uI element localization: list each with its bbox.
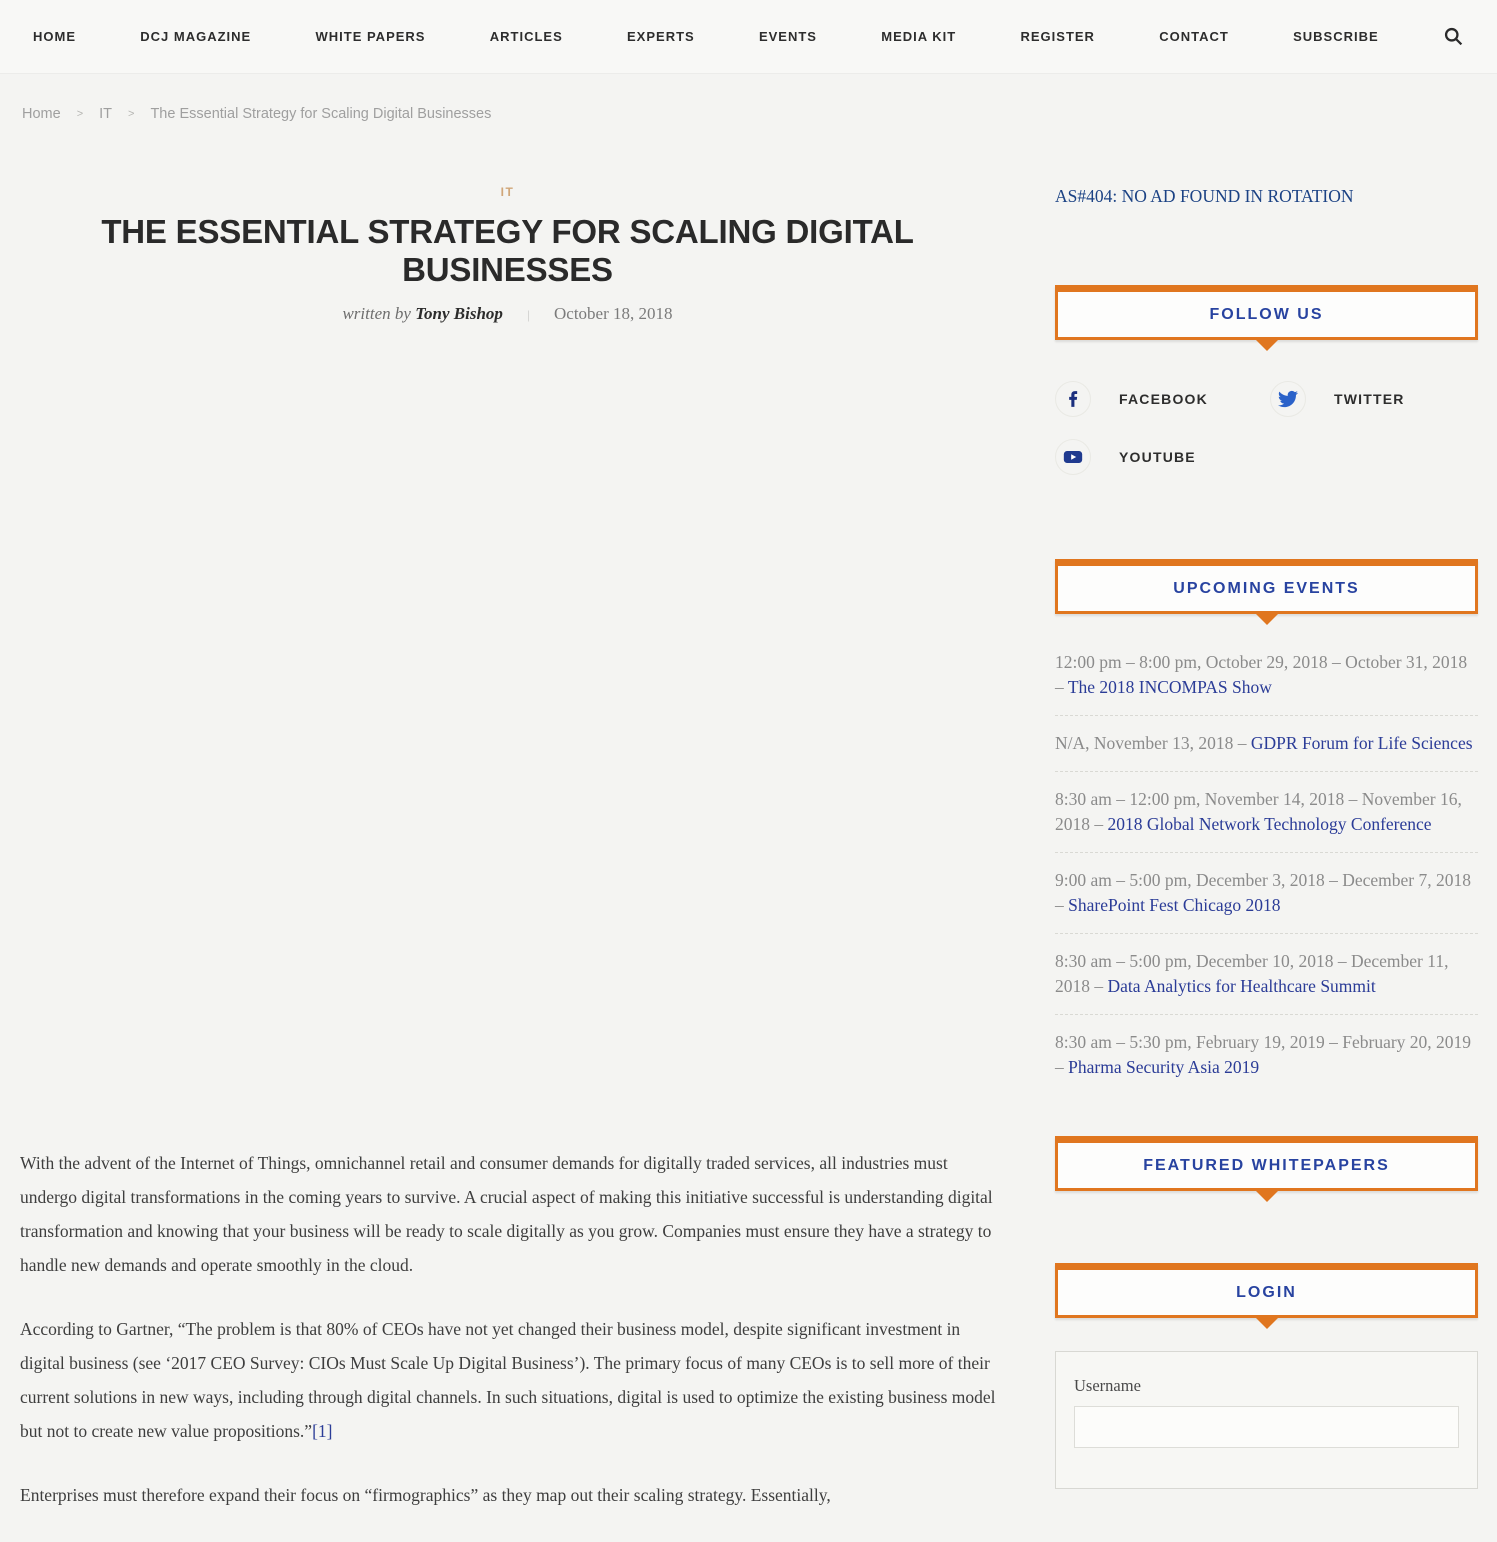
social-link-twitter[interactable] <box>1270 381 1478 417</box>
nav-item-contact[interactable]: CONTACT <box>1159 29 1229 44</box>
event-datetime: 8:30 am – 12:00 pm, November 14, 2018 – November 16, 2018 – <box>1055 789 1462 834</box>
nav-item-events[interactable]: EVENTS <box>758 29 817 44</box>
breadcrumb-home[interactable]: Home <box>22 106 61 122</box>
category-link-it[interactable]: IT <box>500 185 515 199</box>
event-link[interactable]: The 2018 INCOMPAS Show <box>1067 677 1272 697</box>
sidebar <box>1055 186 1478 1489</box>
social-label: FACEBOOK <box>1119 391 1208 407</box>
featured-whitepapers-title: FEATURED WHITEPAPERS <box>1143 1156 1390 1174</box>
nav-item-white-papers[interactable]: WHITE PAPERS <box>315 29 426 44</box>
pointer-triangle <box>1256 340 1278 351</box>
breadcrumb <box>22 106 491 122</box>
event-item <box>1055 716 1478 772</box>
nav-item-subscribe[interactable]: SUBSCRIBE <box>1293 29 1379 44</box>
paragraph: With the advent of the Internet of Things, omnichannel retail and consumer demands for digitally traded services, all industries must undergo digital transformations in the coming years to survive. A crucial aspect of making this initiative successful is understanding digital transformation and knowing that your business will be ready to scale digitally as you grow. Companies must ensure they have a strategy to handle new demands and operate smoothly in the cloud. <box>20 1153 993 1275</box>
page-title: THE ESSENTIAL STRATEGY FOR SCALING DIGITAL BUSINESSES <box>101 213 914 288</box>
event-item <box>1055 635 1478 716</box>
event-item <box>1055 853 1478 934</box>
nav-item-articles[interactable]: ARTICLES <box>489 29 563 44</box>
follow-us-header <box>1055 285 1478 340</box>
event-item <box>1055 772 1478 853</box>
upcoming-events-title: UPCOMING EVENTS <box>1173 579 1360 597</box>
username-label: Username <box>1074 1376 1141 1395</box>
footnote-link-1[interactable]: [1] <box>312 1421 333 1441</box>
event-link[interactable]: 2018 Global Network Technology Conference <box>1107 814 1432 834</box>
paragraph <box>20 1312 998 1448</box>
event-datetime: 9:00 am – 5:00 pm, December 3, 2018 – December 7, 2018 – <box>1055 870 1472 915</box>
pointer-triangle <box>1256 614 1278 625</box>
search-icon[interactable] <box>1443 26 1464 47</box>
article-body <box>20 1146 998 1542</box>
social-label: TWITTER <box>1334 391 1405 407</box>
event-link[interactable]: Data Analytics for Healthcare Summit <box>1107 976 1376 996</box>
youtube-icon <box>1055 439 1091 475</box>
username-field[interactable] <box>1074 1406 1459 1448</box>
paragraph: Enterprises must therefore expand their focus on “firmographics” as they map out their scaling strategy. Essentially, <box>20 1485 831 1505</box>
event-item <box>1055 934 1478 1015</box>
social-link-youtube[interactable] <box>1055 439 1270 475</box>
author-link[interactable]: Tony Bishop <box>415 303 503 323</box>
event-link[interactable]: GDPR Forum for Life Sciences <box>1250 733 1473 753</box>
social-link-facebook[interactable] <box>1055 381 1270 417</box>
event-link[interactable]: Pharma Security Asia 2019 <box>1068 1057 1260 1077</box>
login-header <box>1055 1263 1478 1318</box>
login-title: LOGIN <box>1236 1283 1297 1301</box>
breadcrumb-separator: > <box>128 108 135 120</box>
top-navigation <box>0 0 1497 74</box>
pointer-triangle <box>1256 1191 1278 1202</box>
nav-item-dcj-magazine[interactable]: DCJ MAGAZINE <box>140 29 252 44</box>
event-datetime: 12:00 pm – 8:00 pm, October 29, 2018 – October 31, 2018 – <box>1055 652 1468 697</box>
facebook-icon <box>1055 381 1091 417</box>
events-list <box>1055 635 1478 1095</box>
byline <box>20 304 995 324</box>
publish-date: October 18, 2018 <box>554 303 673 323</box>
social-links <box>1055 381 1478 475</box>
event-datetime: 8:30 am – 5:30 pm, February 19, 2019 – February 20, 2019 – <box>1055 1032 1472 1077</box>
byline-separator: | <box>527 306 530 322</box>
nav-item-home[interactable]: HOME <box>33 29 76 44</box>
article-header <box>20 183 995 324</box>
nav-item-register[interactable]: REGISTER <box>1020 29 1095 44</box>
login-form <box>1055 1351 1478 1489</box>
upcoming-events-header <box>1055 559 1478 614</box>
breadcrumb-current-page: The Essential Strategy for Scaling Digital Businesses <box>150 106 492 122</box>
pointer-triangle <box>1256 1318 1278 1329</box>
nav-item-experts[interactable]: EXPERTS <box>627 29 695 44</box>
nav-item-media-kit[interactable]: MEDIA KIT <box>881 29 957 44</box>
ad-rotation-notice[interactable]: AS#404: NO AD FOUND IN ROTATION <box>1055 186 1354 206</box>
featured-whitepapers-header <box>1055 1136 1478 1191</box>
event-item <box>1055 1015 1478 1095</box>
social-label: YOUTUBE <box>1119 449 1196 465</box>
event-datetime: N/A, November 13, 2018 – <box>1055 733 1251 753</box>
paragraph-text: According to Gartner, “The problem is that 80% of CEOs have not yet changed their business model, despite significant investment in digital business (see ‘2017 CEO Survey: CIOs Must Scale Up Digital Business’). The primary focus of many CEOs is to sell more of their current solutions in new ways, including through digital channels. In such situations, digital is used to optimize the existing business model but not to create new value propositions.” <box>20 1319 996 1441</box>
event-datetime: 8:30 am – 5:00 pm, December 10, 2018 – December 11, 2018 – <box>1055 951 1449 996</box>
written-by-label: written by <box>342 303 411 323</box>
twitter-icon <box>1270 381 1306 417</box>
follow-us-title: FOLLOW US <box>1209 305 1324 323</box>
breadcrumb-it[interactable]: IT <box>99 106 113 122</box>
event-link[interactable]: SharePoint Fest Chicago 2018 <box>1068 895 1281 915</box>
breadcrumb-separator: > <box>76 108 84 120</box>
